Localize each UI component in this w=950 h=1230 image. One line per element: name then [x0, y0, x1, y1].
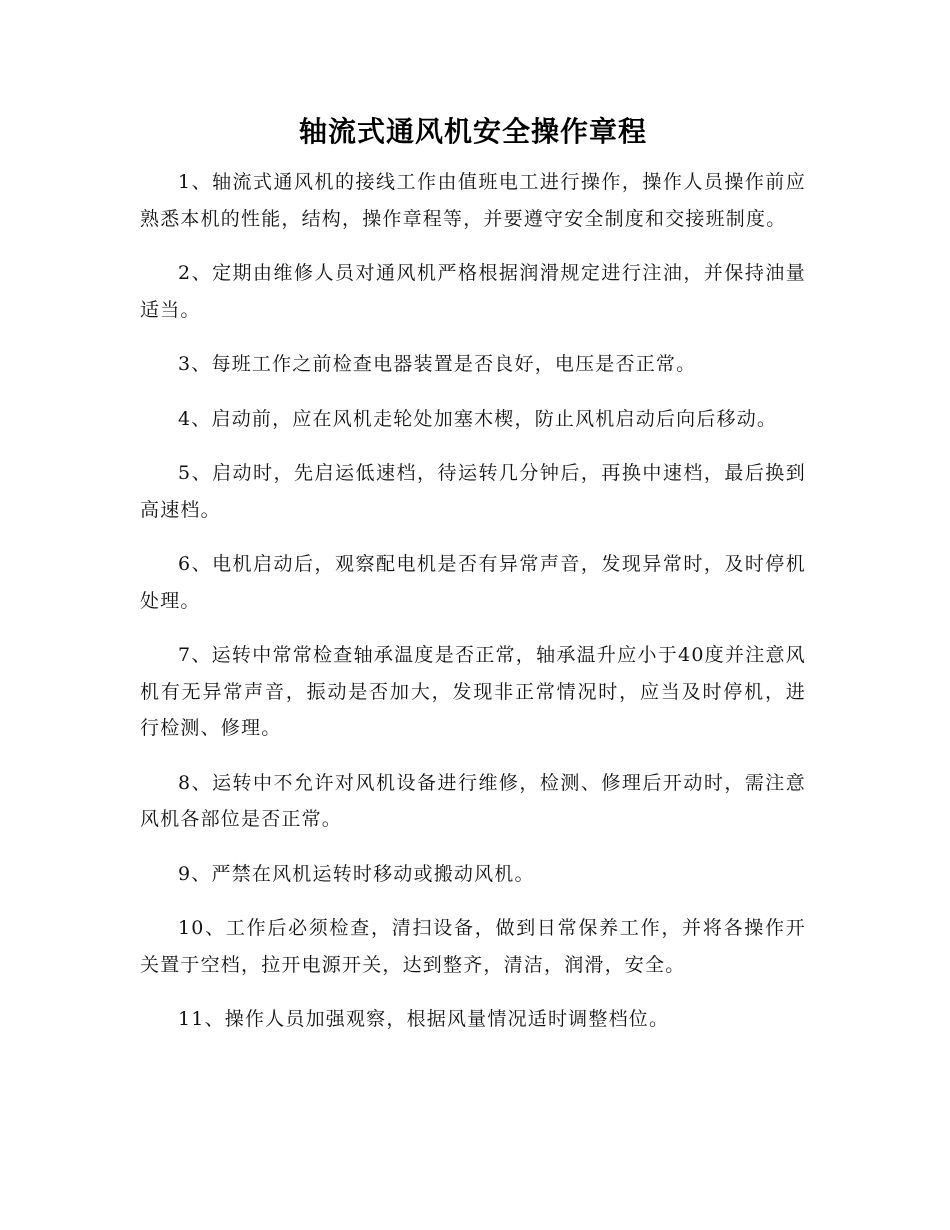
page-title: 轴流式通风机安全操作章程	[298, 115, 647, 148]
paragraph-3: 3、每班工作之前检查电器装置是否良好，电压是否正常。	[178, 353, 697, 375]
paragraph-8: 8、运转中不允许对风机设备进行维修，检测、修理后开动时，需注意风机各部位是否正常。	[140, 771, 806, 830]
paragraph-9: 9、严禁在风机运转时移动或搬动风机。	[178, 862, 535, 885]
paragraph-6: 6、电机启动后，观察配电机是否有异常声音，发现异常时，及时停机处理。	[140, 553, 806, 612]
paragraph-11: 11、操作人员加强观察，根据风量情况适时调整档位。	[178, 1008, 670, 1030]
paragraph-1: 1、轴流式通风机的接线工作由值班电工进行操作，操作人员操作前应熟悉本机的性能，结构，操作章程等，并要遵守安全制度和交接班制度。	[140, 171, 806, 230]
paragraph-4: 4、启动前，应在风机走轮处加塞木楔，防止风机启动后向后移动。	[178, 407, 778, 430]
paragraph-10: 10、工作后必须检查，清扫设备，做到日常保养工作，并将各操作开关置于空档，拉开电源开关，达到整齐，清洁，润滑，安全。	[140, 917, 806, 976]
paragraph-5: 5、启动时，先启运低速档，待运转几分钟后，再换中速档，最后换到高速档。	[140, 462, 806, 521]
paragraph-2: 2、定期由维修人员对通风机严格根据润滑规定进行注油，并保持油量适当。	[140, 262, 806, 321]
paragraph-7: 7、运转中常常检查轴承温度是否正常，轴承温升应小于40度并注意风机有无异常声音，振动是否加大，发现非正常情况时，应当及时停机，进行检测、修理。	[140, 644, 806, 739]
document-body	[140, 164, 806, 1056]
